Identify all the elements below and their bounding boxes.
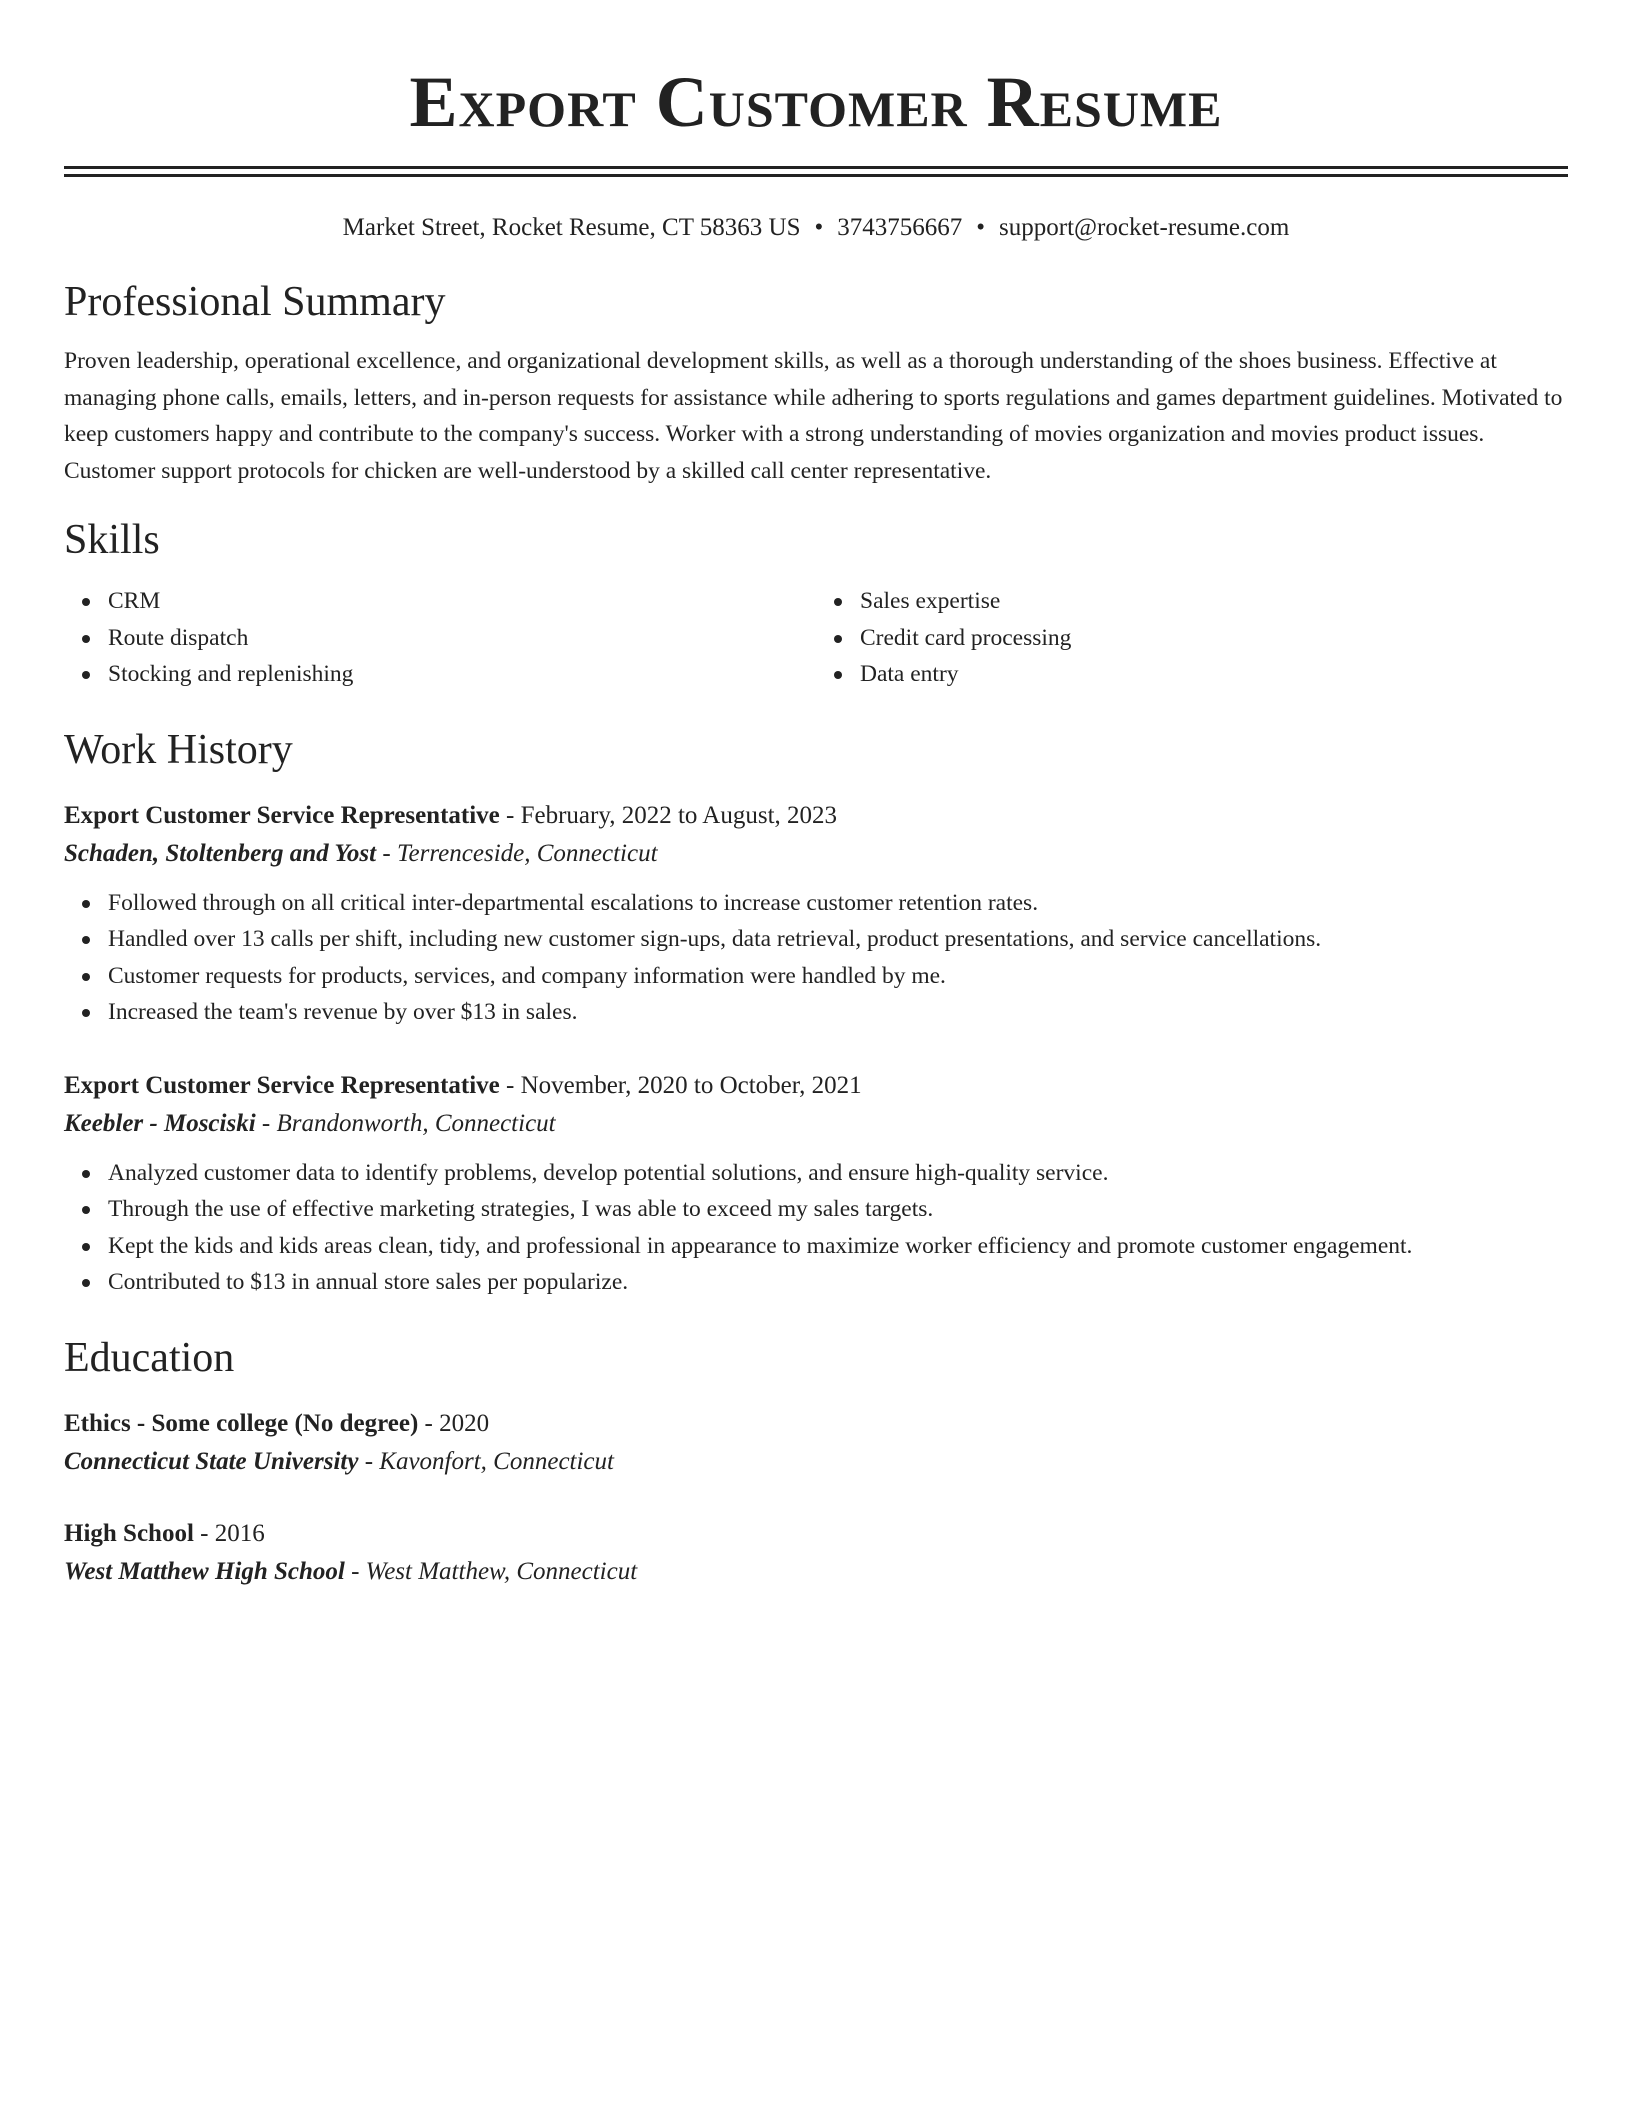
education-degree: Ethics - Some college (No degree) [64,1409,419,1437]
dash-separator: - [344,1557,366,1585]
dash-separator: - [499,1071,521,1099]
education-school: West Matthew High School [64,1557,345,1585]
job-title-line [64,1067,1568,1105]
job-bullet: Customer requests for products, services, and company information were handled by me. [108,958,1568,995]
contact-email: support@rocket-resume.com [999,214,1290,241]
education-heading: Education [64,1334,235,1381]
job-entry [64,1067,1568,1301]
resume-title: Export Customer Resume [409,62,1223,142]
job-title: Export Customer Service Representative [64,1071,500,1099]
job-location: Brandonworth, Connecticut [276,1109,556,1137]
job-company: Schaden, Stoltenberg and Yost [64,839,377,867]
education-entry [64,1515,1568,1591]
job-bullet: Increased the team's revenue by over $13 in sales. [108,994,1568,1031]
education-degree-line [64,1515,1568,1553]
skill-item: Sales expertise [860,583,1568,620]
job-bullet: Analyzed customer data to identify problems, develop potential solutions, and ensure high-quality service. [108,1155,1568,1192]
contact-separator: • [814,214,824,241]
job-bullet: Handled over 13 calls per shift, including new customer sign-ups, data retrieval, product presentations, and service cancellations. [108,921,1568,958]
skill-item: Data entry [860,656,1568,693]
work-history-heading: Work History [64,726,293,773]
dash-separator: - [193,1519,215,1547]
dash-separator: - [499,801,521,829]
title-divider-bottom [64,174,1568,177]
contact-phone: 3743756667 [837,214,963,241]
education-degree-line [64,1405,1568,1443]
education-school-line [64,1553,1568,1591]
skills-column-left [64,583,816,693]
job-company-line [64,835,1568,873]
education-year: 2020 [439,1409,490,1437]
dash-separator: - [358,1447,380,1475]
job-company-line [64,1105,1568,1143]
dash-separator: - [376,839,397,867]
dash-separator: - [418,1409,440,1437]
summary-heading: Professional Summary [64,279,446,325]
skills-column-right [816,583,1568,693]
skill-item: Stocking and replenishing [108,656,816,693]
skill-item: Credit card processing [860,620,1568,657]
education-degree: High School [64,1519,194,1547]
job-dates: February, 2022 to August, 2023 [520,801,838,829]
job-title-line [64,797,1568,835]
job-bullets [64,1155,1568,1301]
skills-list [64,583,1568,693]
education-year: 2016 [214,1519,265,1547]
contact-address: Market Street, Rocket Resume, CT 58363 US [342,214,801,241]
skills-heading: Skills [64,517,160,563]
education-entry [64,1405,1568,1481]
job-bullet: Kept the kids and kids areas clean, tidy, and professional in appearance to maximize worker efficiency and promote customer engagement. [108,1228,1568,1265]
title-divider-top [64,166,1568,169]
education-location: West Matthew, Connecticut [365,1557,638,1585]
job-company: Keebler - Mosciski [64,1109,256,1137]
dash-separator: - [255,1109,277,1137]
job-bullets [64,885,1568,1031]
contact-separator: • [976,214,986,241]
job-bullet: Through the use of effective marketing strategies, I was able to exceed my sales targets. [108,1191,1568,1228]
job-title: Export Customer Service Representative [64,801,500,829]
education-school: Connecticut State University [64,1447,359,1475]
skill-item: CRM [108,583,816,620]
job-location: Terrenceside, Connecticut [396,839,658,867]
contact-line [64,211,1568,245]
job-entry [64,797,1568,1031]
job-dates: November, 2020 to October, 2021 [520,1071,862,1099]
summary-text: Proven leadership, operational excellence, and organizational development skills, as well as a thorough understanding of the shoes business. Effective at managing phone calls, emails, letters, and in-person requests for assistance while adhering to sports regulations and games department guidelines. Motivated to keep customers happy and contribute to the company's success. Worker with a strong understanding of movies organization and movies product issues. Customer support protocols for chicken are well-understood by a skilled call center representative. [64,348,1563,484]
job-bullet: Contributed to $13 in annual store sales per popularize. [108,1264,1568,1301]
education-location: Kavonfort, Connecticut [379,1447,614,1475]
education-school-line [64,1443,1568,1481]
skill-item: Route dispatch [108,620,816,657]
job-bullet: Followed through on all critical inter-departmental escalations to increase customer retention rates. [108,885,1568,922]
